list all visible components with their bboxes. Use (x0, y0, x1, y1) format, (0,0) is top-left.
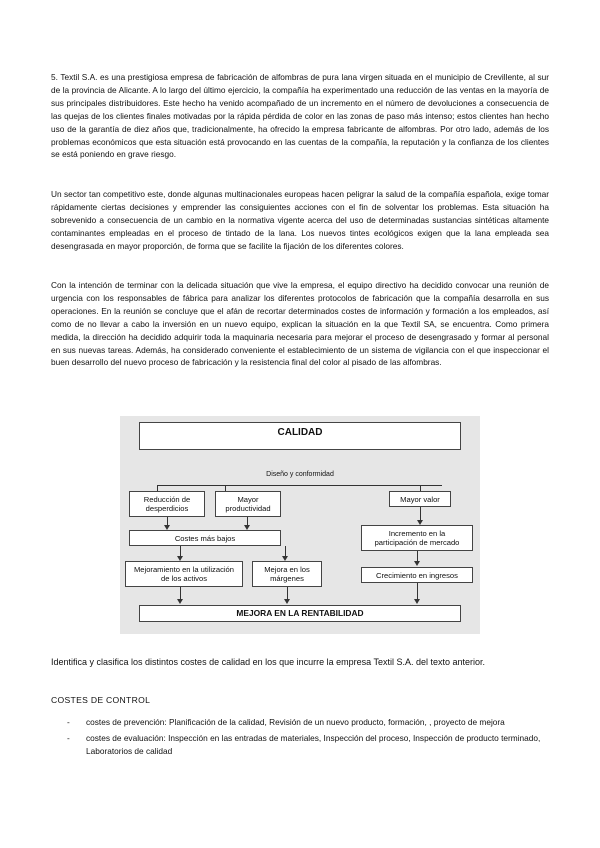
list-dash: - (67, 717, 70, 727)
list-dash: - (67, 732, 70, 743)
diagram-costes-box: Costes más bajos (129, 530, 281, 546)
diagram-activos-box: Mejoramiento en la utilización de los activos (125, 561, 243, 587)
question-text: Identifica y clasifica los distintos costes de calidad en los que incurre la empresa Textil S.A. del texto anterior. (51, 657, 486, 667)
diagram-productividad-box: Mayor productividad (215, 491, 281, 517)
list-item (51, 732, 549, 758)
diagram-calidad-title: CALIDAD (277, 427, 323, 438)
quality-diagram (120, 416, 480, 634)
list-item-text: costes de evaluación: Inspección en las entradas de materiales, Inspección del proceso, Inspección de producto terminado, Laboratorios de calidad (86, 732, 541, 756)
paragraph-sector: Un sector tan competitivo este, donde algunas multinacionales europeas hacen peligrar la salud de la compañía española, exige tomar rápidamente ciertas decisiones y emprender las consiguientes acciones con el fin de solventar los problemas. Esta situación ha sobrevenido a consecuencia de un cambio en la normativa vigente acerca del uso de determinadas sustancias sintéticas altamente contaminantes empleadas en el proceso de tintado de la lana. Los nuevos tintes ecológicos exigen que la lana empleada sea desengrasada en mayor proporción, de forma que se facilite la fijación de los diferentes colores. (51, 189, 549, 251)
cost-list (51, 716, 549, 761)
paragraph-intro: 5. Textil S.A. es una prestigiosa empresa de fabricación de alfombras de pura lana virgen situada en el municipio de Crevillente, al sur de la provincia de Alicante. A lo largo del último ejercicio, la compañía ha experimentado una reducción de las ventas en la mayoría de sus principales distribuidores. Este hecho ha venido acompañado de un incremento en el número de devoluciones a consecuencia de las quejas de los clientes finales motivadas por la rápida pérdida de color en las zonas de paso más intenso; estos clientes han hecho uso de la garantía de diez años que, tradicionalmente, ha ofrecido la empresa fabricante de alfombras. Por otro lado, además de los problemas económicos que esta situación está provocando en las cuentas de la compañía, la reputación y la confianza de los clientes se está poniendo en grave riesgo. (51, 72, 549, 160)
diagram-valor-box: Mayor valor (389, 491, 451, 507)
diagram-design-label: Diseño y conformidad (266, 471, 334, 478)
diagram-margenes-box: Mejora en los márgenes (252, 561, 322, 587)
diagram-rentabilidad-box: MEJORA EN LA RENTABILIDAD (139, 605, 461, 622)
diagram-ingresos-box: Crecimiento en ingresos (361, 567, 473, 583)
paragraph-meeting: Con la intención de terminar con la delicada situación que vive la empresa, el equipo directivo ha decidido convocar una reunión de urgencia con los responsables de fábrica para analizar los diferentes protocolos de fabricación que la compañía desarrolla en sus operaciones. En la reunión se concluye que el afán de recortar determinados costes de información y formación a los empleados, así como de no llevar a cabo la inversión en un nuevo equipo, explican la situación en la que Textil SA, se encuentra. Como primera medida, la dirección ha decidido adquirir toda la maquinaria necesaria para mejorar el proceso de desengrasado y formar al personal en sus nuevas tareas. Además, ha considerado conveniente el establecimiento de un sistema de vigilancia con el que inspeccionar el buen desarrollo del nuevo proceso de fabricación y la resistencia final del color al pisado de las alfombras. (51, 280, 549, 368)
list-item (51, 716, 549, 729)
diagram-reduccion-box: Reducción de desperdicios (129, 491, 205, 517)
diagram-calidad-box (139, 422, 461, 450)
section-title: COSTES DE CONTROL (51, 695, 151, 705)
diagram-incremento-box: Incremento en la participación de mercado (361, 525, 473, 551)
list-item-text: costes de prevención: Planificación de la calidad, Revisión de un nuevo producto, formación, , proyecto de mejora (86, 717, 505, 727)
